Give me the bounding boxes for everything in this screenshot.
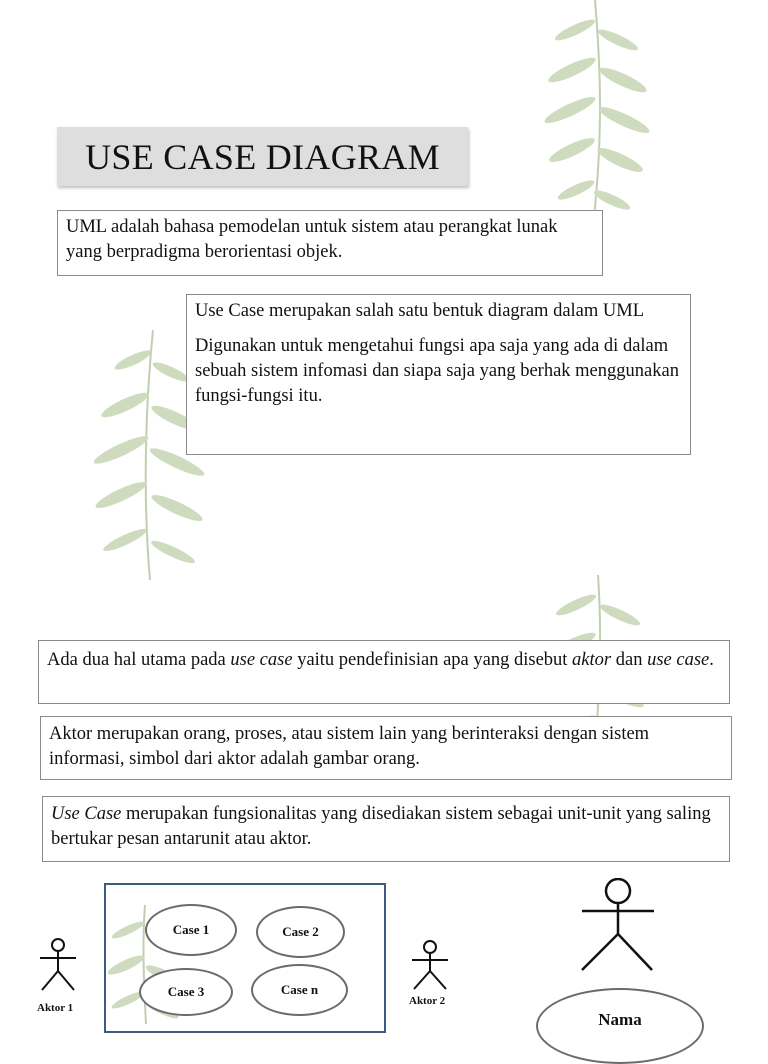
actor-definition-text: Aktor merupakan orang, proses, atau sistem lain yang berinteraksi dengan sistem informasi, simbol dari aktor adalah gambar orang. <box>49 724 650 769</box>
use-case-1: Case 1 <box>145 904 237 956</box>
large-actor-icon <box>576 878 660 974</box>
use-case-functionality-box <box>42 796 730 862</box>
uml-definition-text: UML adalah bahasa pemodelan untuk sistem atau perangkat lunak yang berpradigma berorientasi objek. <box>66 217 558 262</box>
actor-2-label: Aktor 2 <box>409 995 446 1007</box>
actor-definition-box <box>40 716 732 780</box>
use-case-n: Case n <box>251 964 348 1016</box>
page-title: USE CASE DIAGRAM <box>57 127 468 186</box>
use-case-2: Case 2 <box>256 906 345 958</box>
actor-1-icon <box>36 938 80 994</box>
use-case-definition-box <box>186 294 691 455</box>
use-case-functionality-text: Use Case merupakan fungsionalitas yang disediakan sistem sebagai unit-unit yang saling bertukar pesan antarunit atau aktor. <box>51 804 711 849</box>
use-case-3: Case 3 <box>139 968 233 1016</box>
use-case-purpose-text: Digunakan untuk mengetahui fungsi apa saja yang ada di dalam sebuah sistem infomasi dan siapa saja yang berhak menggunakan fungsi-fungsi itu. <box>195 336 679 406</box>
actor-2-icon <box>408 940 452 992</box>
use-case-definition-text: Use Case merupakan salah satu bentuk diagram dalam UML <box>195 301 645 321</box>
system-boundary <box>104 883 386 1033</box>
uml-definition-box <box>57 210 603 276</box>
main-points-text: Ada dua hal utama pada use case yaitu pendefinisian apa yang disebut aktor dan use case. <box>47 650 714 670</box>
main-points-box <box>38 640 730 704</box>
large-use-case-label: Nama <box>598 1010 642 1029</box>
actor-1-label: Aktor 1 <box>37 1002 74 1014</box>
large-use-case <box>536 988 704 1064</box>
